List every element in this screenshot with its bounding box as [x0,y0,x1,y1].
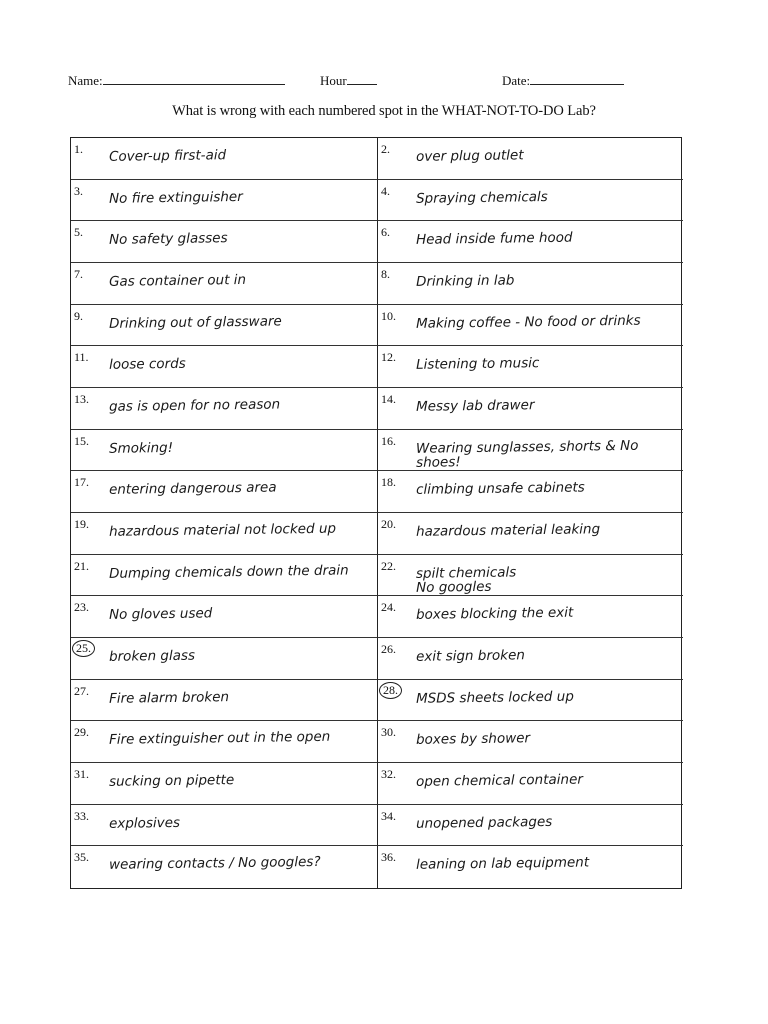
handwritten-answer[interactable]: leaning on lab equipment [415,854,590,874]
handwritten-answer[interactable]: Messy lab drawer [415,397,535,415]
answer-cell[interactable] [377,513,683,555]
item-number: 12. [381,350,396,365]
handwritten-answer[interactable]: Dumping chemicals down the drain [108,562,349,582]
handwritten-answer[interactable]: broken glass [108,647,196,665]
handwritten-answer[interactable]: boxes blocking the exit [415,604,574,624]
answer-cell[interactable] [71,305,377,347]
handwritten-answer[interactable]: boxes by shower [415,730,531,749]
handwritten-answer[interactable]: Fire alarm broken [108,688,230,707]
answer-table [70,137,682,889]
answer-cell[interactable] [71,596,377,638]
item-number: 32. [381,767,396,781]
item-number: 26. [381,642,396,656]
item-number: 23. [74,600,89,615]
handwritten-answer[interactable]: Listening to music [415,355,540,374]
handwritten-answer[interactable]: open chemical container [415,771,583,790]
answer-cell[interactable] [71,471,377,513]
name-blank-line[interactable] [103,72,285,85]
item-number: 21. [74,558,89,573]
item-number: 10. [381,308,396,323]
handwritten-answer[interactable]: loose cords [108,356,186,374]
handwritten-answer[interactable]: Cover-up first-aid [108,147,227,165]
handwritten-answer[interactable]: explosives [108,814,181,832]
answer-cell[interactable] [71,513,377,555]
handwritten-answer[interactable]: Smoking! [108,439,174,457]
answer-cell[interactable] [71,221,377,263]
answer-cell[interactable] [377,805,683,847]
item-number-circled: 28. [379,682,402,699]
answer-cell[interactable] [71,180,377,222]
item-number: 3. [74,183,83,198]
answer-cell[interactable] [71,638,377,680]
item-number: 2. [381,142,390,156]
answer-cell[interactable] [71,430,377,472]
handwritten-answer[interactable]: Spraying chemicals [415,188,548,207]
answer-cell[interactable] [377,180,683,222]
answer-cell[interactable] [377,388,683,430]
handwritten-answer[interactable]: Drinking in lab [415,272,515,290]
date-field[interactable] [502,72,624,89]
answer-cell[interactable] [71,846,377,888]
answer-cell[interactable] [377,263,683,305]
answer-cell[interactable] [377,221,683,263]
item-number: 30. [381,725,396,740]
answer-cell[interactable] [377,638,683,680]
answer-cell[interactable] [71,721,377,763]
handwritten-answer[interactable]: No safety glasses [108,230,228,249]
answer-cell[interactable] [377,471,683,513]
date-label: Date: [502,73,531,88]
item-number: 35. [74,850,89,865]
item-number: 5. [74,225,83,240]
item-number: 6. [381,225,390,240]
handwritten-answer[interactable]: Fire extinguisher out in the open [108,729,331,749]
handwritten-answer[interactable]: Drinking out of glassware [108,313,282,332]
handwritten-answer[interactable]: exit sign broken [415,647,526,665]
handwritten-answer[interactable]: wearing contacts / No googles? [108,854,321,874]
item-number: 24. [381,600,396,615]
item-number: 18. [381,475,396,490]
answer-cell[interactable] [71,680,377,722]
handwritten-answer[interactable]: over plug outlet [415,147,524,165]
item-number: 34. [381,808,396,823]
handwritten-answer[interactable]: hazardous material leaking [415,521,601,540]
answer-cell[interactable] [71,763,377,805]
item-number: 36. [381,850,396,865]
handwritten-answer[interactable]: unopened packages [415,813,553,832]
answer-cell[interactable] [71,555,377,597]
item-number: 16. [381,433,396,448]
item-number: 31. [74,767,89,781]
hour-blank-line[interactable] [347,72,377,85]
hour-label: Hour [320,73,347,88]
answer-cell[interactable] [377,305,683,347]
answer-cell[interactable] [377,430,683,472]
handwritten-answer[interactable]: MSDS sheets locked up [415,688,574,707]
item-number: 17. [74,475,89,490]
item-number: 1. [74,142,83,156]
answer-cell[interactable] [377,846,683,888]
answer-cell[interactable] [71,388,377,430]
handwritten-answer[interactable]: hazardous material not locked up [108,520,337,540]
handwritten-answer[interactable]: spilt chemicals No googles [415,564,517,596]
date-blank-line[interactable] [530,72,624,85]
handwritten-answer[interactable]: entering dangerous area [108,479,277,499]
item-number: 13. [74,392,89,406]
handwritten-answer[interactable]: gas is open for no reason [108,396,281,415]
answer-cell[interactable] [377,680,683,722]
answer-cell[interactable] [377,555,683,597]
answer-cell[interactable] [377,138,683,180]
answer-cell[interactable] [71,805,377,847]
answer-cell[interactable] [71,138,377,180]
answer-cell[interactable] [377,346,683,388]
item-number: 33. [74,808,89,823]
handwritten-answer[interactable]: sucking on pipette [108,772,235,790]
handwritten-answer[interactable]: No gloves used [108,605,213,624]
handwritten-answer[interactable]: Gas container out in [108,271,247,290]
answer-cell[interactable] [377,596,683,638]
item-number: 20. [381,517,396,531]
handwritten-answer[interactable]: Wearing sunglasses, shorts & No shoes! [415,437,639,471]
item-number: 14. [381,392,396,406]
item-number: 22. [381,558,396,573]
answer-cell[interactable] [71,263,377,305]
worksheet-title: What is wrong with each numbered spot in the WHAT-NOT-TO-DO Lab? [172,103,596,119]
name-field[interactable] [68,72,285,89]
item-number: 11. [74,350,89,365]
item-number: 19. [74,517,89,531]
answer-cell[interactable] [377,721,683,763]
handwritten-answer[interactable]: climbing unsafe cabinets [415,479,585,499]
item-number: 9. [74,308,83,323]
answer-cell[interactable] [71,346,377,388]
item-number: 8. [381,267,390,281]
item-number: 7. [74,267,83,281]
hour-field[interactable] [320,72,377,89]
name-label: Name: [68,73,103,88]
item-number: 29. [74,725,89,740]
item-number: 15. [74,433,89,448]
handwritten-answer[interactable]: Making coffee - No food or drinks [415,312,641,332]
handwritten-answer[interactable]: Head inside fume hood [415,229,573,249]
handwritten-answer[interactable]: No fire extinguisher [108,188,243,207]
item-number: 27. [74,683,89,698]
item-number-circled: 25. [72,640,95,657]
item-number: 4. [381,183,390,198]
answer-cell[interactable] [377,763,683,805]
